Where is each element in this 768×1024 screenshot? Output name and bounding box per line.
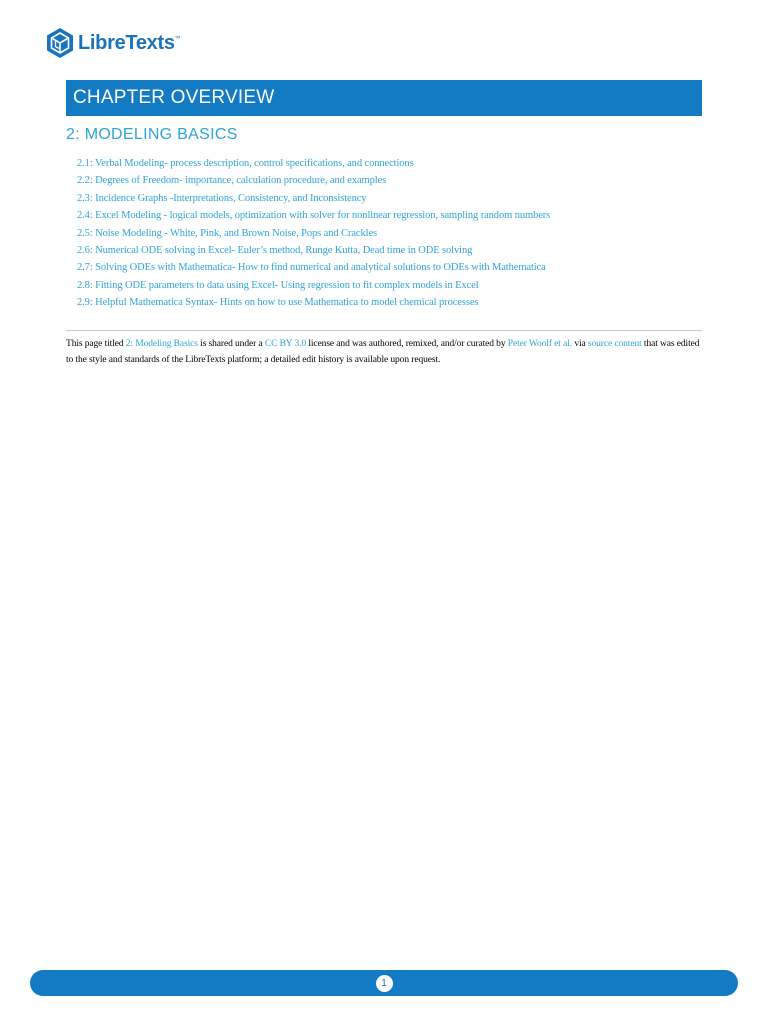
section-divider bbox=[66, 330, 702, 331]
toc-link-2-7[interactable]: 2.7: Solving ODEs with Mathematica- How to find numerical and analytical solutions to ODEs with Mathematica bbox=[77, 262, 546, 274]
toc-link-2-3[interactable]: 2.3: Incidence Graphs -Interpretations, Consistency, and Inconsistency bbox=[77, 192, 367, 204]
brand-trademark: ™ bbox=[174, 35, 181, 42]
attribution-notice bbox=[66, 336, 706, 368]
attribution-shared-text: is shared under a bbox=[197, 339, 265, 349]
libretexts-cube-icon bbox=[46, 27, 74, 59]
attribution-via-text: via bbox=[572, 339, 588, 349]
toc-link-2-5[interactable]: 2.5: Noise Modeling - White, Pink, and Brown Noise, Pops and Crackles bbox=[77, 227, 378, 239]
license-link[interactable]: CC BY 3.0 bbox=[264, 339, 307, 349]
toc-link-2-1[interactable]: 2.1: Verbal Modeling- process description, control specifications, and connections bbox=[77, 158, 414, 169]
toc-link-2-9[interactable]: 2.9: Helpful Mathematica Syntax- Hints on how to use Mathematica to model chemical processes bbox=[77, 297, 479, 309]
toc-link-2-8[interactable]: 2.8: Fitting ODE parameters to data using Excel- Using regression to fit complex models in Excel bbox=[77, 279, 479, 291]
author-link[interactable]: Peter Woolf et al. bbox=[507, 339, 573, 349]
table-of-contents bbox=[77, 155, 550, 312]
chapter-overview-banner: CHAPTER OVERVIEW bbox=[66, 80, 702, 116]
page-title-link[interactable]: 2: Modeling Basics bbox=[125, 339, 198, 349]
page-footer-bar bbox=[30, 970, 738, 996]
brand-wordmark bbox=[78, 32, 180, 55]
libretexts-logo[interactable] bbox=[46, 27, 180, 59]
toc-link-2-6[interactable]: 2.6: Numerical ODE solving in Excel- Euler’s method, Runge Kutta, Dead time in ODE solving bbox=[77, 245, 473, 257]
source-content-link[interactable]: source content bbox=[587, 339, 642, 349]
attribution-authored-text: license and was authored, remixed, and/or curated by bbox=[306, 339, 508, 349]
page-number-badge: 1 bbox=[376, 975, 393, 992]
chapter-title: 2: MODELING BASICS bbox=[66, 126, 238, 143]
attribution-prefix: This page titled bbox=[66, 339, 126, 349]
toc-link-2-4[interactable]: 2.4: Excel Modeling - logical models, optimization with solver for nonlinear regression, sampling random numbers bbox=[77, 210, 551, 222]
toc-link-2-2[interactable]: 2.2: Degrees of Freedom- importance, calculation procedure, and examples bbox=[77, 175, 387, 187]
brand-name: LibreTexts bbox=[78, 31, 175, 54]
attribution-suffix: that was edited to the style and standards of the LibreTexts platform; a detailed edit history is available upon request. bbox=[66, 339, 700, 365]
